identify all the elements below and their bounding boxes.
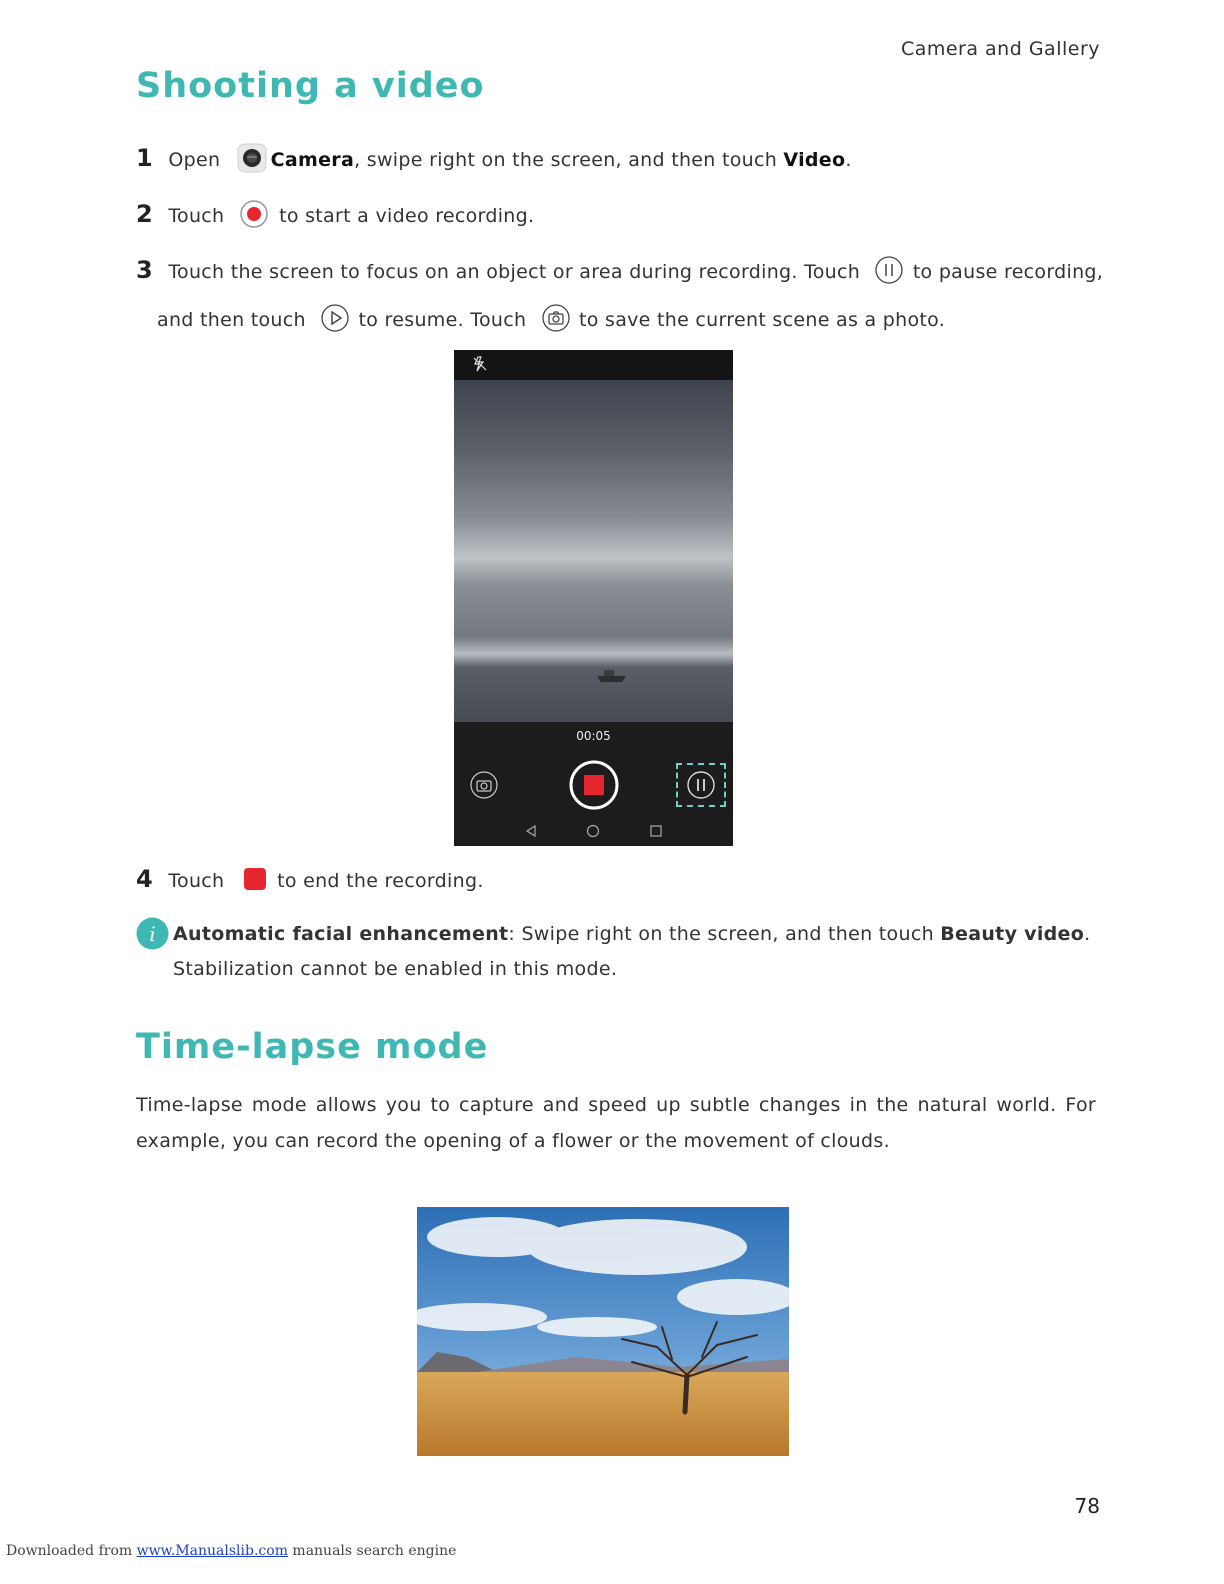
play-icon bbox=[320, 303, 350, 338]
target-name: Video bbox=[783, 149, 846, 171]
camera-viewfinder[interactable] bbox=[454, 380, 733, 722]
step-1 bbox=[136, 143, 852, 178]
time-lapse-description: Time-lapse mode allows you to capture and speed up subtle changes in the natural world. For example, you can record the opening of a flower or the movement of clouds. bbox=[136, 1094, 1096, 1152]
section-title-time-lapse: Time-lapse mode bbox=[136, 1027, 489, 1067]
recents-nav-icon[interactable] bbox=[649, 823, 663, 842]
info-icon bbox=[136, 917, 169, 954]
stop-icon bbox=[243, 867, 267, 896]
step-text: to pause recording, bbox=[912, 261, 1104, 283]
step-text: to save the current scene as a photo. bbox=[578, 309, 946, 331]
home-nav-icon[interactable] bbox=[586, 823, 600, 842]
step-text: to start a video recording. bbox=[279, 205, 535, 227]
step-number: 2 bbox=[136, 200, 153, 228]
step-text: Touch bbox=[168, 870, 225, 892]
svg-text:i: i bbox=[149, 922, 156, 946]
boat bbox=[597, 670, 626, 682]
info-note bbox=[173, 923, 1090, 945]
recording-timer: 00:05 bbox=[576, 729, 611, 743]
snapshot-camera-icon bbox=[541, 303, 571, 338]
step-text: and then touch bbox=[157, 309, 306, 331]
note-title: Automatic facial enhancement bbox=[173, 923, 509, 945]
footer bbox=[6, 1543, 456, 1559]
step-2 bbox=[136, 199, 534, 234]
step-text: Touch the screen to focus on an object or area during recording. Touch bbox=[168, 261, 861, 283]
time-lapse-example-photo bbox=[417, 1207, 789, 1456]
recording-controls bbox=[454, 722, 733, 846]
snapshot-button[interactable] bbox=[469, 770, 499, 804]
section-title-shooting-video: Shooting a video bbox=[136, 66, 485, 106]
app-name: Camera bbox=[270, 149, 355, 171]
page-number: 78 bbox=[1074, 1494, 1100, 1518]
step-3-continued bbox=[157, 303, 945, 338]
step-3 bbox=[136, 255, 1103, 290]
note-text: : Swipe right on the screen, and then touch bbox=[508, 923, 941, 945]
step-text: Open bbox=[168, 149, 221, 171]
flash-off-icon bbox=[472, 355, 488, 377]
step-number: 3 bbox=[136, 256, 153, 284]
running-header: Camera and Gallery bbox=[900, 38, 1100, 60]
punctuation: . bbox=[845, 149, 852, 171]
record-button-icon bbox=[239, 199, 269, 234]
step-text: Touch bbox=[168, 205, 225, 227]
step-text: , swipe right on the screen, and then touch bbox=[354, 149, 784, 171]
recording-screenshot bbox=[454, 350, 733, 846]
note-target: Beauty video bbox=[940, 923, 1085, 945]
pause-button[interactable] bbox=[676, 763, 726, 807]
camera-top-bar bbox=[454, 350, 733, 380]
back-nav-icon[interactable] bbox=[524, 823, 538, 842]
manualslib-link[interactable]: www.Manualslib.com bbox=[136, 1543, 288, 1559]
info-note-line2: Stabilization cannot be enabled in this mode. bbox=[173, 958, 618, 980]
pause-icon bbox=[874, 255, 904, 290]
punctuation: . bbox=[1084, 923, 1091, 945]
step-text: to end the recording. bbox=[277, 870, 484, 892]
step-text: to resume. Touch bbox=[358, 309, 527, 331]
camera-app-icon bbox=[237, 143, 267, 178]
step-number: 1 bbox=[136, 144, 153, 172]
footer-prefix: Downloaded from bbox=[6, 1543, 137, 1559]
footer-suffix: manuals search engine bbox=[287, 1543, 457, 1559]
step-number: 4 bbox=[136, 865, 153, 893]
step-4 bbox=[136, 865, 484, 896]
stop-record-button[interactable] bbox=[568, 759, 620, 815]
